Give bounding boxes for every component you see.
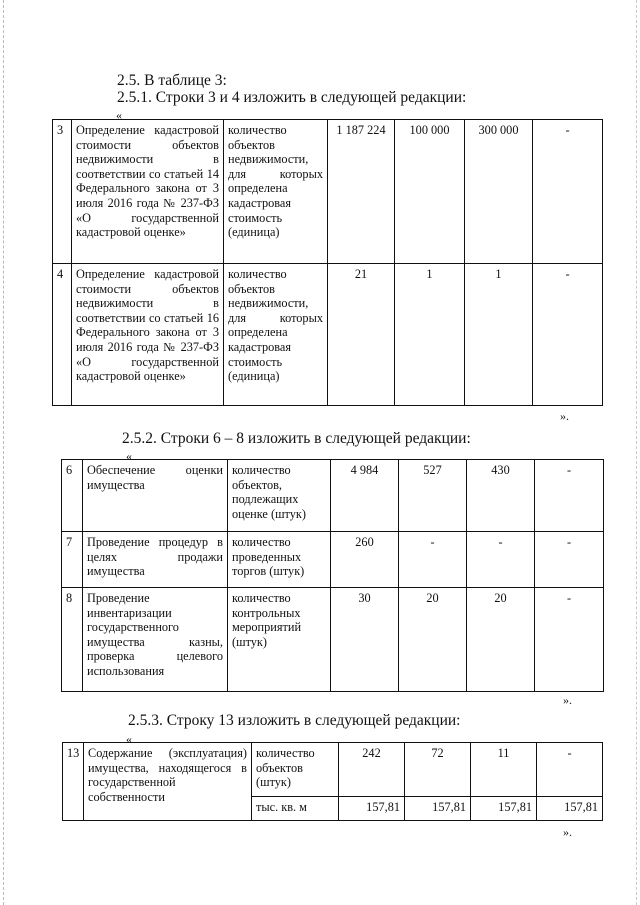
row-value-1: 260 [331, 532, 399, 588]
row-value-3: - [467, 532, 535, 588]
quote-close-2: ». [563, 693, 572, 707]
row-value-3: 11 [471, 743, 537, 797]
row-name: Определение кадастровой стоимости объектов недвижимости в соответствии со статьей 14 Федерального закона от 3 июля 2016 года № 237-ФЗ «О государственной кадастровой оценке» [72, 120, 224, 264]
row-name: Определение кадастровой стоимости объектов недвижимости в соответствии со статьей 16 Федерального закона от 3 июля 2016 года № 237-ФЗ «О государственной кадастровой оценке» [72, 264, 224, 406]
quote-open-1: « [116, 108, 122, 122]
row-number: 4 [53, 264, 72, 406]
scan-edge-left [3, 0, 5, 905]
row-value-1: 242 [339, 743, 405, 797]
quote-close-3: ». [563, 825, 572, 839]
row-value-4: - [533, 120, 603, 264]
table-row [62, 460, 604, 532]
row-number: 3 [53, 120, 72, 264]
row-value-2: 72 [405, 743, 471, 797]
row-value-2: 157,81 [405, 797, 471, 821]
table-row [53, 120, 603, 264]
row-value-4: - [535, 532, 604, 588]
section-heading-2-5: 2.5. В таблице 3: [117, 72, 227, 89]
table-row [53, 264, 603, 406]
table-row [62, 532, 604, 588]
row-value-2: - [399, 532, 467, 588]
section-heading-2-5-1: 2.5.1. Строки 3 и 4 изложить в следующей редакции: [117, 89, 467, 106]
quote-close-1: ». [560, 409, 569, 423]
row-value-2: 20 [399, 588, 467, 692]
row-number: 8 [62, 588, 83, 692]
table-row-13 [62, 742, 603, 821]
row-value-3: 20 [467, 588, 535, 692]
row-value-4: 157,81 [537, 797, 603, 821]
row-value-1: 1 187 224 [328, 120, 395, 264]
row-value-2: 1 [395, 264, 465, 406]
row-name: Проведение инвентаризации государственного имущества казны, проверка целевого использования [83, 588, 228, 692]
row-value-1: 30 [331, 588, 399, 692]
row-value-1: 157,81 [339, 797, 405, 821]
row-unit: количество объектов, подлежащих оценке (штук) [228, 460, 331, 532]
row-unit: количество контрольных мероприятий (штук) [228, 588, 331, 692]
row-unit: количество объектов недвижимости, для которых определена кадастровая стоимость (единица) [224, 120, 328, 264]
section-heading-2-5-2: 2.5.2. Строки 6 – 8 изложить в следующей редакции: [122, 430, 471, 447]
row-unit: количество проведенных торгов (штук) [228, 532, 331, 588]
scan-edge-right [636, 0, 638, 905]
row-number: 7 [62, 532, 83, 588]
row-number: 13 [63, 743, 84, 821]
row-value-4: - [535, 588, 604, 692]
table-row [62, 588, 604, 692]
row-unit: количество объектов (штук) [252, 743, 339, 797]
row-value-3: 430 [467, 460, 535, 532]
row-value-4: - [537, 743, 603, 797]
row-value-3: 1 [465, 264, 533, 406]
row-value-2: 527 [399, 460, 467, 532]
table-row [63, 743, 603, 797]
row-name: Содержание (эксплуатация) имущества, находящегося в государственной собственности [84, 743, 252, 821]
row-unit: количество объектов недвижимости, для которых определена кадастровая стоимость (единица) [224, 264, 328, 406]
row-value-2: 100 000 [395, 120, 465, 264]
row-name: Обеспечение оценки имущества [83, 460, 228, 532]
row-value-4: - [533, 264, 603, 406]
row-name: Проведение процедур в целях продажи имущества [83, 532, 228, 588]
row-value-3: 300 000 [465, 120, 533, 264]
quote-open-3: « [126, 732, 132, 746]
row-number: 6 [62, 460, 83, 532]
row-value-1: 4 984 [331, 460, 399, 532]
table-rows-3-4 [52, 119, 603, 406]
row-value-3: 157,81 [471, 797, 537, 821]
quote-open-2: « [126, 449, 132, 463]
row-value-1: 21 [328, 264, 395, 406]
section-heading-2-5-3: 2.5.3. Строку 13 изложить в следующей редакции: [128, 712, 461, 729]
row-value-4: - [535, 460, 604, 532]
row-unit: тыс. кв. м [252, 797, 339, 821]
table-rows-6-8 [61, 459, 604, 692]
